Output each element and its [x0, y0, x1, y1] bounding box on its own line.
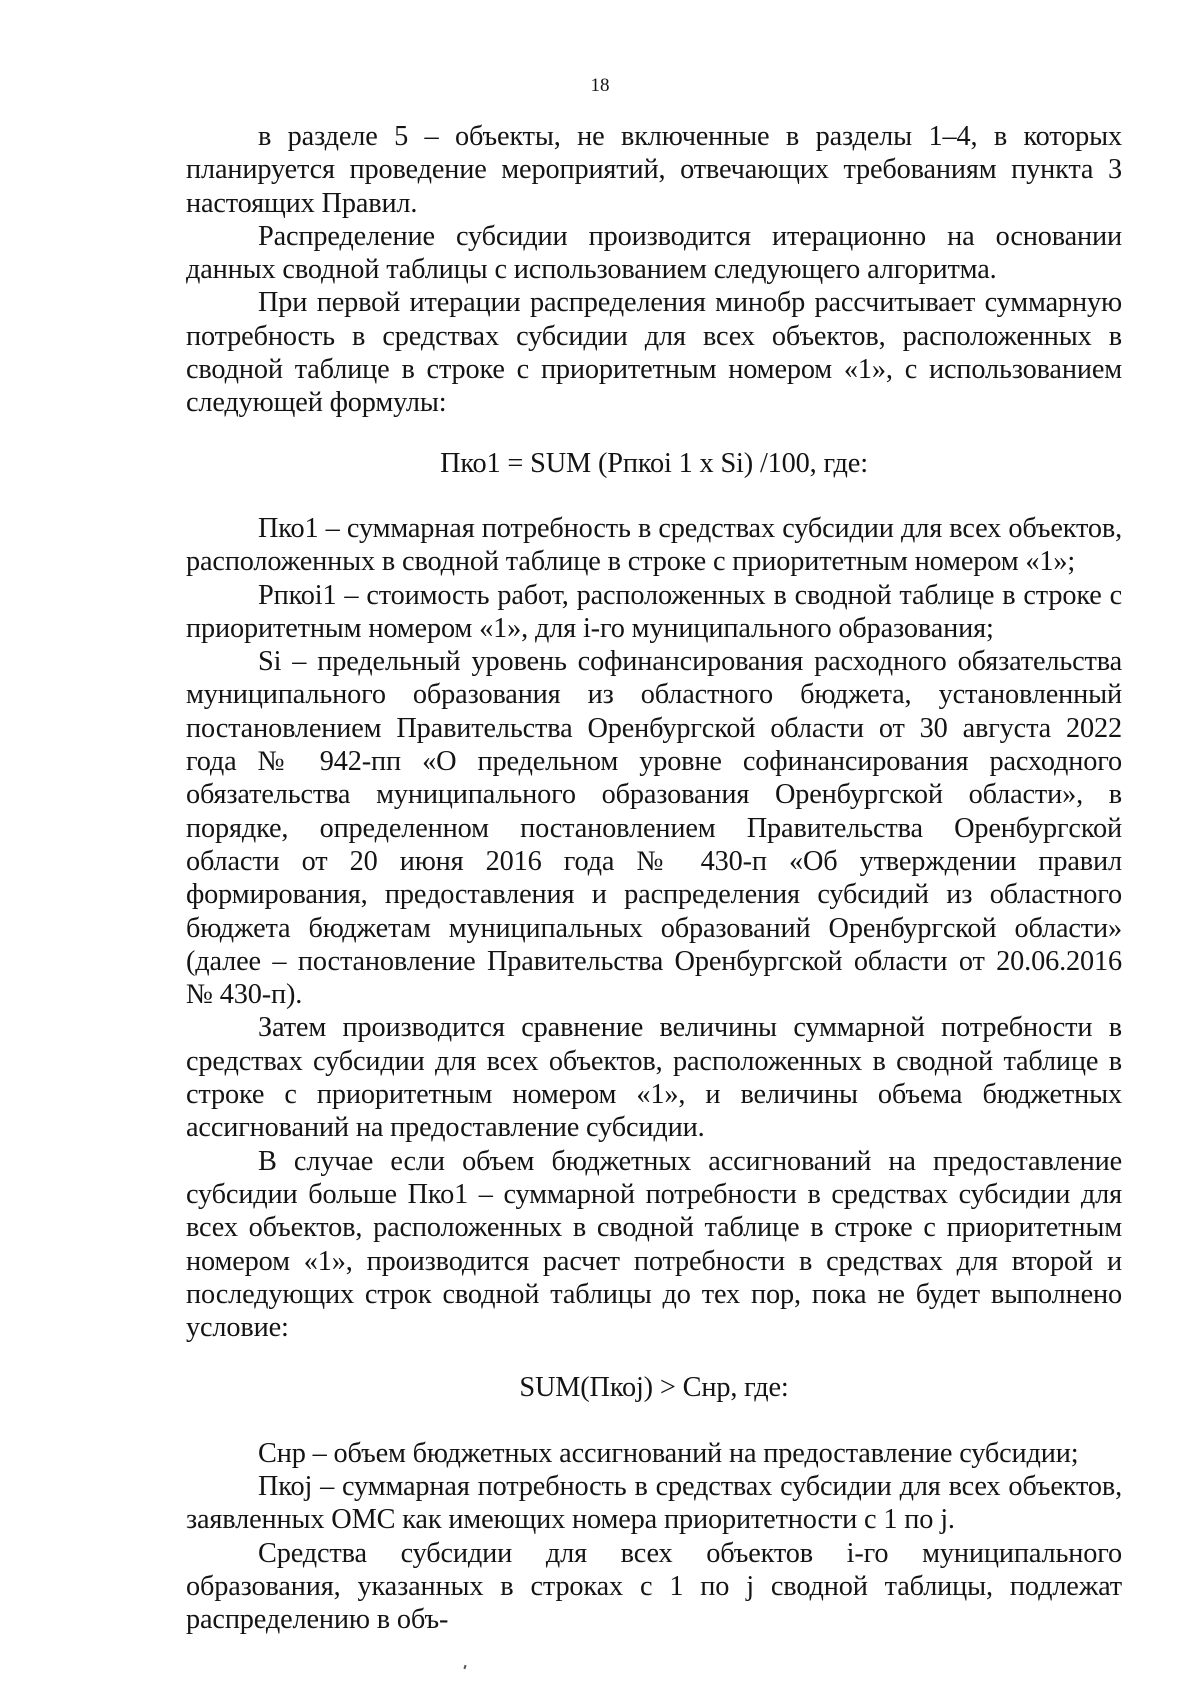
paragraph-iterative-distribution: Распределение субсидии производится итерационно на основании данных сводной таблицы с использованием следующего алгоритма. [186, 220, 1122, 286]
definition-si: Si – предельный уровень софинансирования расходного обязательства муниципального образования из областного бюджета, установленный постановлением Правительства Оренбургской области от 30 августа 2022 года № 942-пп «О предельном уровне софинансирования расходного обязательства муниципального образования Оренбургской области», в порядке, определенном постановлением Правительства Оренбургской области от 20 июня 2016 года № 430-п «Об утверждении правил формирования, предоставления и распределения субсидий из областного бюджета бюджетам муниципальных образований Оренбургской области» (далее – постановление Правительства Оренбургской области от 20.06.2016 № 430-п). [186, 646, 1122, 1011]
definition-rpkoi1: Рпкоi1 – стоимость работ, расположенных в сводной таблице в строке с приоритетным номером «1», для i-го муниципального образования; [186, 579, 1122, 644]
paragraph-section5-objects: в разделе 5 – объекты, не включенные в разделы 1–4, в которых планируется проведение мероприятий, отвечающих требованиям пункта 3 настоящих Правил. [186, 121, 1122, 219]
definition-snr: Снр – объем бюджетных ассигнований на предоставление субсидии; [258, 1437, 1079, 1469]
formula-pko1: Пко1 = SUM (Рпкоi 1 x Si) /100, где: [440, 447, 868, 479]
scan-speck [463, 1665, 466, 1669]
document-body [186, 120, 1122, 1636]
definition-pko1: Пко1 – суммарная потребность в средствах субсидии для всех объектов, расположенных в сводной таблице в строке с приоритетным номером «1»; [186, 512, 1122, 578]
paragraph-if-budget-greater: В случае если объем бюджетных ассигнований на предоставление субсидии больше Пко1 – суммарной потребности в средствах субсидии для всех объектов, расположенных в сводной таблице в строке с приоритетным номером «1», производится расчет потребности в средствах для второй и последующих строк сводной таблицы до тех пор, пока не будет выполнено условие: [186, 1145, 1122, 1344]
paragraph-first-iteration: При первой итерации распределения минобр рассчитывает суммарную потребность в средствах субсидии для всех объектов, расположенных в сводной таблице в строке с приоритетным номером «1», с использованием следующей формулы: [186, 287, 1122, 419]
page-number: 18 [590, 75, 610, 96]
formula-sum-pkoj: SUM(Пкоj) > Снр, где: [519, 1372, 789, 1404]
definition-pkoj: Пкоj – суммарная потребность в средствах субсидии для всех объектов, заявленных ОМС как имеющих номера приоритетности с 1 по j. [186, 1470, 1122, 1536]
paragraph-distribution-subsidy: Средства субсидии для всех объектов i-го муниципального образования, указанных в строках с 1 по j сводной таблицы, подлежат распределению в объ- [186, 1537, 1122, 1636]
paragraph-comparison: Затем производится сравнение величины суммарной потребности в средствах субсидии для всех объектов, расположенных в сводной таблице в строке с приоритетным номером «1», и величины объема бюджетных ассигнований на предоставление субсидии. [186, 1012, 1122, 1144]
